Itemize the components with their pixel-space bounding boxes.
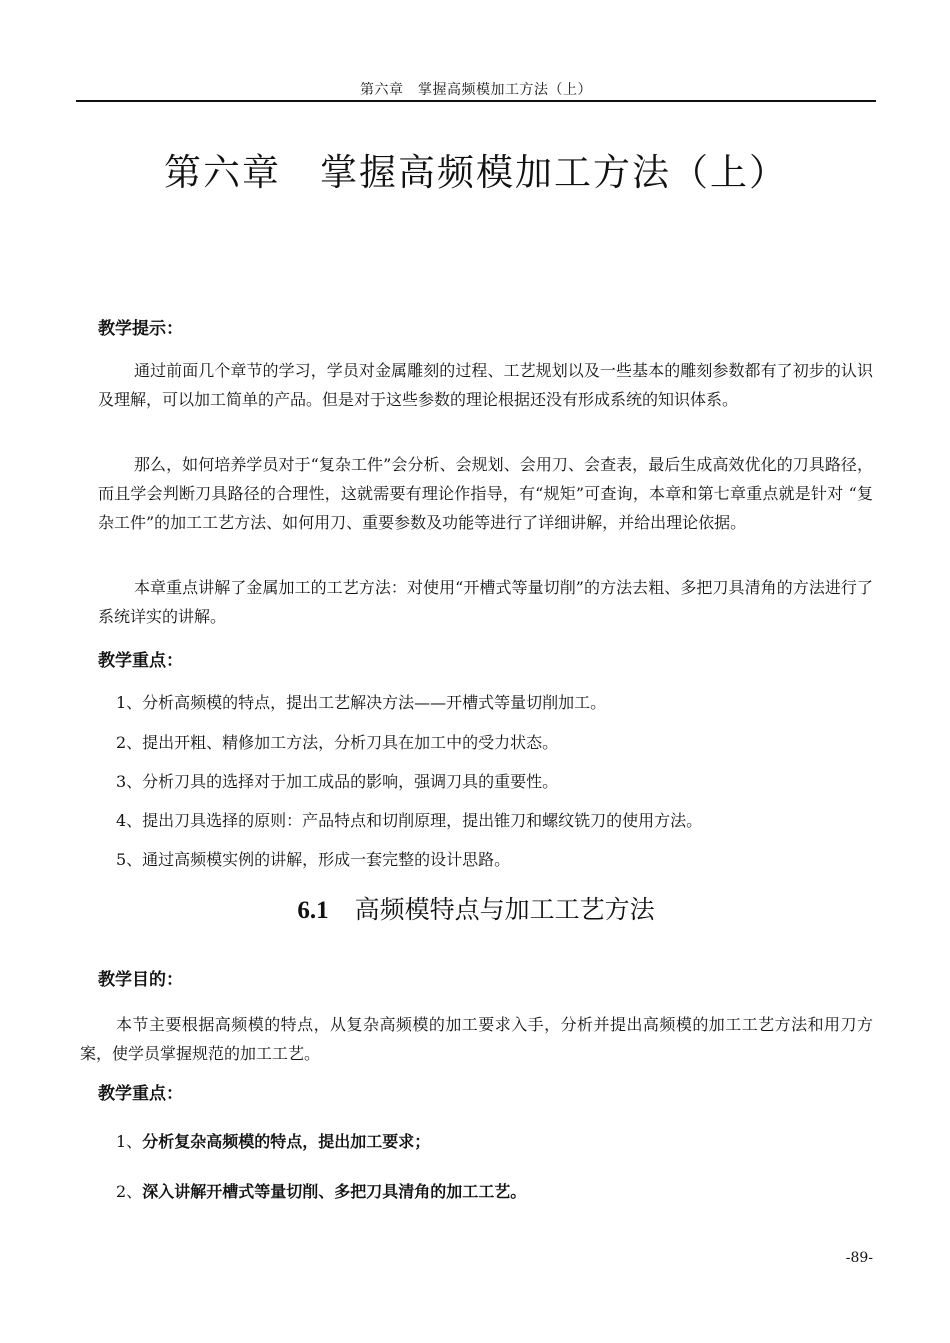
section-title: 高频模特点与加工工艺方法 [354,895,655,924]
header-rule [76,100,876,102]
section-objectives-paragraph: 本节主要根据高频模的特点，从复杂高频模的加工要求入手，分析并提出高频模的加工工艺方法和用刀方案，使学员掌握规范的加工工艺。 [80,1015,873,1063]
key-point-item-4: 4、提出刀具选择的原则：产品特点和切削原理，提出锥刀和螺纹铣刀的使用方法。 [116,811,703,830]
section-key-point-item-2 [116,1179,526,1202]
key-point-item-5: 5、通过高频模实例的讲解，形成一套完整的设计思路。 [116,850,511,869]
section-objectives-label: 教学目的： [98,970,183,990]
running-header: 第六章 掌握高频模加工方法（上） [360,82,592,98]
section-key-point-number: 2、 [116,1182,143,1201]
page-number: -89- [845,1250,873,1266]
key-point-item-1: 1、分析高频模的特点，提出工艺解决方法——开槽式等量切削加工。 [116,693,607,712]
teaching-tips-label: 教学提示： [98,319,183,339]
chapter-title: 第六章 掌握高频模加工方法（上） [164,151,788,194]
key-point-item-2: 2、提出开粗、精修加工方法，分析刀具在加工中的受力状态。 [116,733,559,752]
section-heading [76,890,876,926]
key-points-label: 教学重点： [98,651,183,671]
teaching-tips-paragraph-3: 本章重点讲解了金属加工的工艺方法：对使用“开槽式等量切削”的方法去粗、多把刀具清角的方法进行了系统详实的讲解。 [98,578,873,626]
section-key-point-number: 1、 [116,1132,143,1151]
section-key-point-item-1 [116,1129,430,1152]
teaching-tips-paragraph-1: 通过前面几个章节的学习，学员对金属雕刻的过程、工艺规划以及一些基本的雕刻参数都有了初步的认识及理解，可以加工简单的产品。但是对于这些参数的理论根据还没有形成系统的知识体系。 [98,361,873,409]
section-key-point-text: 深入讲解开槽式等量切削、多把刀具清角的加工工艺。 [142,1182,527,1201]
key-point-item-3: 3、分析刀具的选择对于加工成品的影响，强调刀具的重要性。 [116,772,559,791]
section-key-points-label: 教学重点： [98,1084,183,1104]
section-key-point-text: 分析复杂高频模的特点，提出加工要求； [142,1132,431,1151]
teaching-tips-paragraph-2: 那么，如何培养学员对于“复杂工件”会分析、会规划、会用刀、会查表，最后生成高效优化的刀具路径，而且学会判断刀具路径的合理性，这就需要有理论作指导，有“规矩”可查询，本章和第七章重点就是针对 “复杂工件”的加工工艺方法、如何用刀、重要参数及功能等进行了详细讲解，并给出理论依据。 [98,455,873,532]
section-number: 6.1 [297,897,329,924]
